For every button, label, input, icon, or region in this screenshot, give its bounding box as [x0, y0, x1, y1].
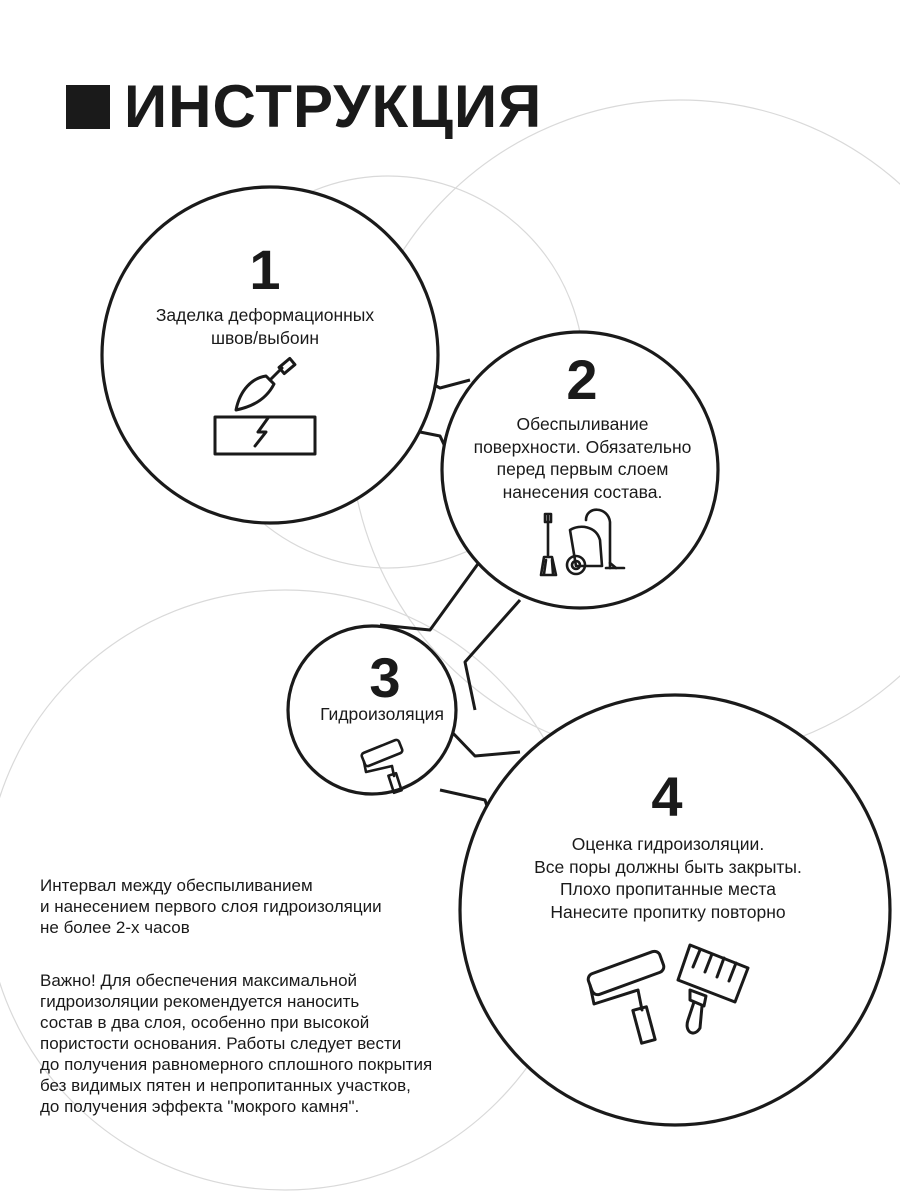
interval-note: Интервал между обеспыливанием и нанесением первого слоя гидроизоляции не более 2-х часов — [40, 876, 382, 937]
step-2-text: Обеспыливание поверхности. Обязательно перед первым слоем нанесения состава. — [473, 414, 692, 502]
title-text: ИНСТРУКЦИЯ — [124, 73, 543, 140]
page-title — [66, 72, 542, 142]
step-4-text: Оценка гидроизоляции. Все поры должны быть закрыты. Плохо пропитанные места Нанесите пропитку повторно — [534, 834, 802, 922]
important-note: Важно! Для обеспечения максимальной гидроизоляции рекомендуется наносить состав в два слоя, особенно при высокой пористости основания. Работы следует вести до получения равномерного сплошного покрытия без видимых пятен и непропитанных участков, до получения эффекта "мокрого камня". — [40, 971, 433, 1116]
title-square-icon — [66, 85, 110, 129]
step-1-text: Заделка деформационных швов/выбоин — [155, 305, 375, 348]
step-1-number: 1 — [249, 238, 281, 301]
step-3-number: 3 — [369, 646, 401, 709]
step-2-number: 2 — [566, 348, 598, 411]
step-3-text: Гидроизоляция — [320, 704, 444, 724]
step-4-number: 4 — [651, 765, 683, 828]
